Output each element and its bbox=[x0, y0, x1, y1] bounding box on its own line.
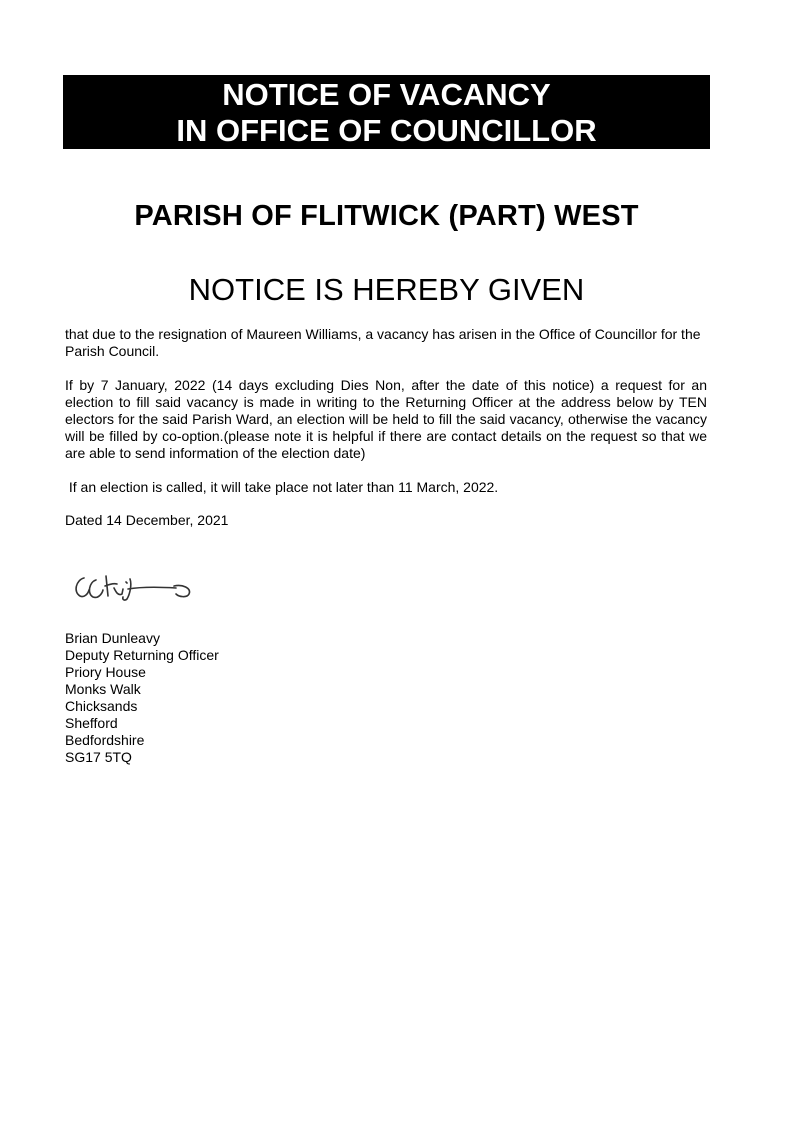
address-line: Bedfordshire bbox=[65, 732, 145, 748]
notice-banner bbox=[63, 75, 710, 149]
officer-address bbox=[65, 630, 219, 766]
address-postcode: SG17 5TQ bbox=[65, 749, 132, 765]
address-line: Priory House bbox=[65, 664, 146, 680]
address-line: Monks Walk bbox=[65, 681, 141, 697]
resignation-paragraph: that due to the resignation of Maureen Williams, a vacancy has arisen in the Office of Councillor for the Parish Council. bbox=[65, 326, 701, 359]
handwritten-signature bbox=[70, 570, 200, 608]
officer-name: Brian Dunleavy bbox=[65, 630, 160, 646]
address-line: Shefford bbox=[65, 715, 118, 731]
banner-title-line-2: IN OFFICE OF COUNCILLOR bbox=[176, 113, 597, 148]
address-line: Chicksands bbox=[65, 698, 138, 714]
election-request-paragraph: If by 7 January, 2022 (14 days excluding Dies Non, after the date of this notice) a request for an election to fill said vacancy is made in writing to the Returning Officer at the address below by TEN electors for the said Parish Ward, an election will be held to fill the said vacancy, otherwise the vacancy will be filled by co-option.(please note it is helpful if there are contact details on the request so that we are able to send information of the election date) bbox=[65, 377, 707, 461]
officer-title: Deputy Returning Officer bbox=[65, 647, 219, 663]
election-date-paragraph: If an election is called, it will take place not later than 11 March, 2022. bbox=[65, 479, 499, 495]
banner-title-line-1: NOTICE OF VACANCY bbox=[222, 77, 551, 112]
parish-title: PARISH OF FLITWICK (PART) WEST bbox=[134, 200, 639, 232]
dated-line: Dated 14 December, 2021 bbox=[65, 512, 229, 528]
notice-heading: NOTICE IS HEREBY GIVEN bbox=[188, 272, 585, 307]
